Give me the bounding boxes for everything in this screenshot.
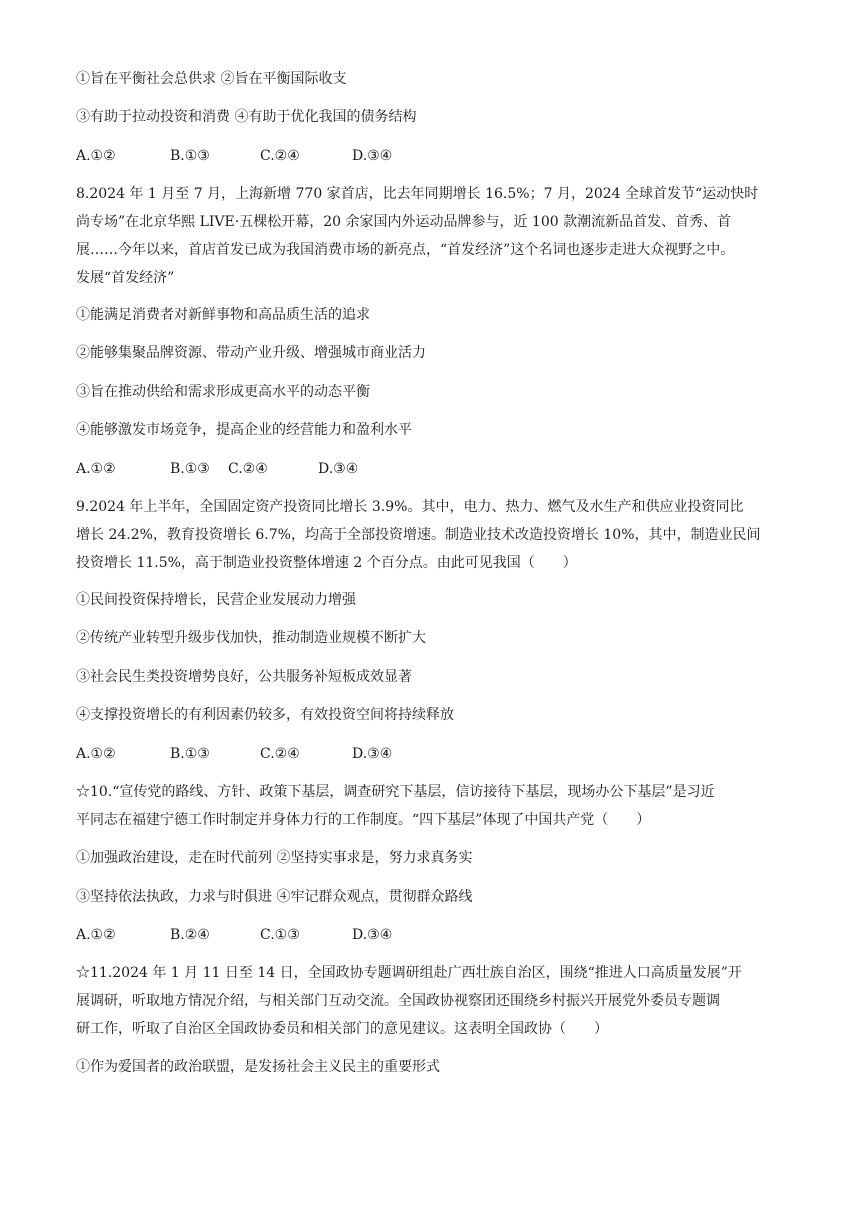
q9-answer-a: A.①② bbox=[76, 746, 116, 762]
q10-option-row-1 bbox=[76, 848, 472, 868]
q8-option-4: ④能够激发市场竞争，提高企业的经营能力和盈利水平 bbox=[76, 422, 412, 438]
q10-option-4: ④牢记群众观点，贯彻群众路线 bbox=[276, 889, 473, 905]
q8-option-1: ①能满足消费者对新鲜事物和高品质生活的追求 bbox=[76, 307, 370, 323]
q9-option-1: ①民间投资保持增长，民营企业发展动力增强 bbox=[76, 592, 356, 608]
q9-answer-b: B.①③ bbox=[170, 746, 210, 762]
q11-stem-line-1: ☆11.2024 年 1 月 11 日至 14 日，全国政协专题调研组赴广西壮族自治区，围绕“推进人口高质量发展”开 bbox=[76, 965, 742, 981]
q8-stem-line-1: 8.2024 年 1 月至 7 月，上海新增 770 家首店，比去年同期增长 16.5%；7 月，2024 全球首发节“运动快时 bbox=[76, 186, 759, 202]
q8-answer-b: B.①③ bbox=[170, 461, 210, 477]
q8-answer-a: A.①② bbox=[76, 461, 116, 477]
q8-answer-c: C.②④ bbox=[228, 461, 268, 477]
q9-option-2: ②传统产业转型升级步伐加快，推动制造业规模不断扩大 bbox=[76, 630, 426, 646]
q10-option-1: ①加强政治建设，走在时代前列 bbox=[76, 850, 272, 866]
q8-option-3: ③旨在推动供给和需求形成更高水平的动态平衡 bbox=[76, 384, 370, 400]
q7-answer-b: B.①③ bbox=[170, 148, 210, 164]
q7-answer-d: D.③④ bbox=[352, 148, 393, 164]
q7-option-2: ②旨在平衡国际收支 bbox=[220, 71, 347, 87]
q8-stem-line-3: 展……今年以来，首店首发已成为我国消费市场的新亮点，“首发经济”这个名词也逐步走进大众视野之中。 bbox=[76, 242, 735, 258]
q10-option-3: ③坚持依法执政，力求与时俱进 bbox=[76, 889, 272, 905]
q10-option-2: ②坚持实事求是，努力求真务实 bbox=[276, 850, 473, 866]
q9-option-4: ④支撑投资增长的有利因素仍较多，有效投资空间将持续释放 bbox=[76, 707, 454, 723]
q9-stem-line-2: 增长 24.2%，教育投资增长 6.7%，均高于全部投资增速。制造业技术改造投资增长 10%，其中，制造业民间 bbox=[76, 527, 761, 543]
q10-option-row-2 bbox=[76, 887, 472, 907]
q10-stem-line-1: ☆10.“宣传党的路线、方针、政策下基层，调查研究下基层，信访接待下基层，现场办公下基层”是习近 bbox=[76, 784, 715, 800]
q9-answer-c: C.②④ bbox=[260, 746, 300, 762]
q7-option-4: ④有助于优化我国的债务结构 bbox=[234, 109, 417, 125]
q10-answer-b: B.②④ bbox=[170, 927, 210, 943]
q8-stem-line-4: 发展“首发经济” bbox=[76, 270, 175, 286]
q11-stem-line-2: 展调研，听取地方情况介绍，与相关部门互动交流。全国政协视察团还围绕乡村振兴开展党外委员专题调 bbox=[76, 993, 720, 1009]
q9-stem-line-3: 投资增长 11.5%，高于制造业投资整体增速 2 个百分点。由此可见我国（ ） bbox=[76, 555, 577, 571]
q8-answer-d: D.③④ bbox=[318, 461, 359, 477]
q10-answer-a: A.①② bbox=[76, 927, 116, 943]
q7-option-row-2 bbox=[76, 107, 416, 127]
q10-answer-c: C.①③ bbox=[260, 927, 300, 943]
q11-stem-line-3: 研工作，听取了自治区全国政协委员和相关部门的意见建议。这表明全国政协（ ） bbox=[76, 1021, 608, 1037]
q7-option-3: ③有助于拉动投资和消费 bbox=[76, 109, 230, 125]
q10-stem-line-2: 平同志在福建宁德工作时制定并身体力行的工作制度。“四下基层”体现了中国共产党（ ） bbox=[76, 812, 651, 828]
q7-option-row-1 bbox=[76, 69, 346, 89]
q8-stem-line-2: 尚专场”在北京华熙 LIVE·五棵松开幕，20 余家国内外运动品牌参与，近 100 款潮流新品首发、首秀、首 bbox=[76, 214, 732, 230]
q7-option-1: ①旨在平衡社会总供求 bbox=[76, 71, 216, 87]
q7-answer-a: A.①② bbox=[76, 148, 116, 164]
q9-option-3: ③社会民生类投资增势良好，公共服务补短板成效显著 bbox=[76, 669, 412, 685]
q8-option-2: ②能够集聚品牌资源、带动产业升级、增强城市商业活力 bbox=[76, 345, 426, 361]
q9-answer-d: D.③④ bbox=[352, 746, 393, 762]
q10-answer-d: D.③④ bbox=[352, 927, 393, 943]
q9-stem-line-1: 9.2024 年上半年，全国固定资产投资同比增长 3.9%。其中，电力、热力、燃气及水生产和供应业投资同比 bbox=[76, 499, 744, 515]
q11-option-1: ①作为爱国者的政治联盟，是发扬社会主义民主的重要形式 bbox=[76, 1059, 440, 1075]
q7-answer-c: C.②④ bbox=[260, 148, 300, 164]
